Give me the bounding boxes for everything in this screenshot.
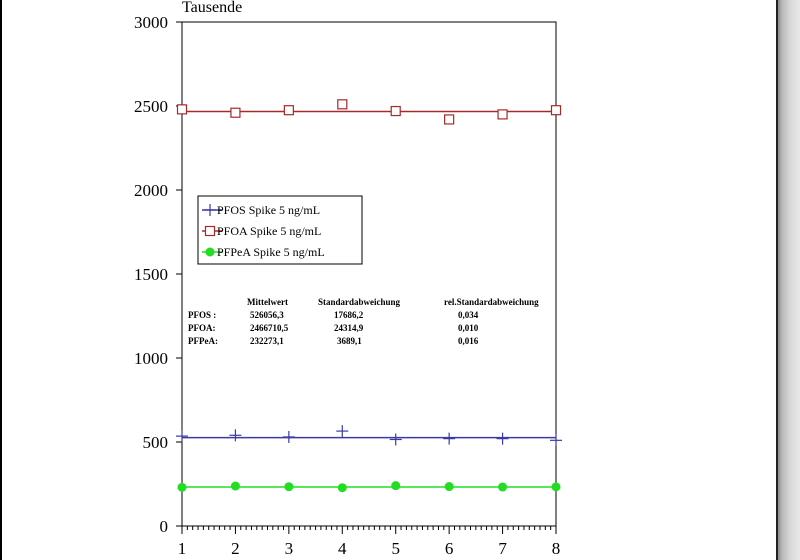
data-point	[552, 483, 560, 491]
y-tick-label: 2500	[134, 97, 168, 116]
data-point	[445, 115, 454, 124]
plot-frame	[182, 22, 556, 526]
data-point	[498, 110, 507, 119]
y-tick-label: 2000	[134, 181, 168, 200]
data-point	[178, 483, 186, 491]
x-tick-label: 6	[444, 539, 454, 558]
data-point	[391, 107, 400, 116]
y-unit-label: Tausende	[182, 0, 243, 16]
axes	[134, 13, 560, 558]
x-tick-label: 2	[231, 539, 240, 558]
legend-label: PFPeA Spike 5 ng/mL	[217, 245, 325, 259]
y-tick-label: 0	[159, 517, 168, 536]
data-point	[176, 430, 188, 442]
legend-label: PFOS Spike 5 ng/mL	[217, 203, 321, 217]
stats-row-sd: 3689,1	[337, 336, 362, 346]
stats-row-label: PFPeA:	[188, 336, 218, 346]
stats-row-sd: 17686,2	[334, 310, 364, 320]
y-tick-label: 3000	[134, 13, 168, 32]
data-point	[336, 425, 348, 437]
legend	[198, 196, 362, 264]
data-point	[443, 433, 455, 445]
stats-row-rsd: 0,016	[458, 336, 479, 346]
data-point	[338, 484, 346, 492]
stats-row-label: PFOS :	[188, 310, 217, 320]
data-point	[284, 106, 293, 115]
x-tick-label: 3	[284, 539, 294, 558]
stats-row-rsd: 0,034	[458, 310, 479, 320]
data-point	[552, 106, 561, 115]
stats-header-rsd: rel.Standardabweichung	[444, 297, 539, 307]
data-point	[445, 483, 453, 491]
data-point	[231, 108, 240, 117]
stats-row-rsd: 0,010	[458, 323, 479, 333]
y-tick-label: 1500	[134, 265, 168, 284]
stats-table	[188, 297, 539, 346]
legend-marker	[206, 248, 214, 256]
stats-row-mean: 2466710,5	[250, 323, 289, 333]
data-marks	[176, 100, 562, 492]
data-point	[390, 433, 402, 445]
stats-row-mean: 526056,3	[250, 310, 284, 320]
data-point	[392, 482, 400, 490]
x-tick-label: 8	[551, 539, 561, 558]
stats-header-sd: Standardabweichung	[318, 297, 401, 307]
data-point	[497, 433, 509, 445]
stats-header-mean: Mittelwert	[247, 297, 288, 307]
x-tick-label: 4	[338, 539, 347, 558]
y-tick-label: 500	[142, 433, 168, 452]
x-tick-label: 5	[391, 539, 400, 558]
data-point	[229, 429, 241, 441]
y-tick-label: 1000	[134, 349, 168, 368]
stats-row-mean: 232273,1	[250, 336, 284, 346]
data-point	[178, 105, 187, 114]
data-point	[499, 483, 507, 491]
data-point	[338, 100, 347, 109]
stats-row-label: PFOA:	[188, 323, 216, 333]
x-tick-label: 1	[177, 539, 187, 558]
data-point	[285, 483, 293, 491]
x-tick-label: 7	[498, 539, 507, 558]
legend-label: PFOA Spike 5 ng/mL	[217, 224, 322, 238]
data-point	[550, 434, 562, 446]
data-point	[283, 431, 295, 443]
legend-marker	[206, 227, 215, 236]
data-point	[231, 482, 239, 490]
stats-row-sd: 24314,9	[334, 323, 364, 333]
